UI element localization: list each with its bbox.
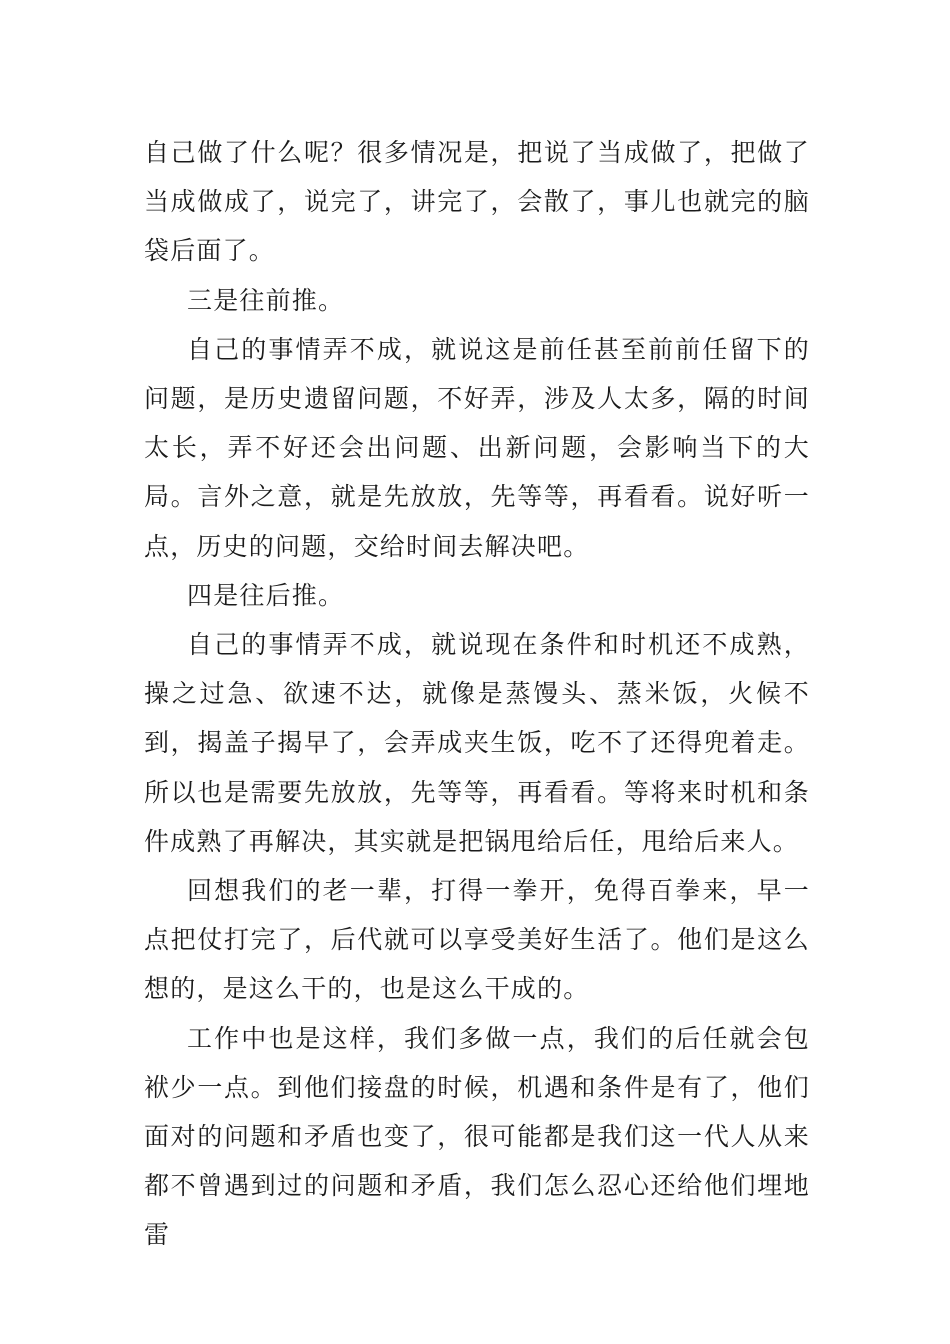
paragraph-heading-three: 三是往前推。 <box>187 285 345 315</box>
paragraph-work-successors: 工作中也是这样，我们多做一点，我们的后任就会包袱少一点。到他们接盘的时候，机遇和条件是有了，他们面对的问题和矛盾也变了，很可能都是我们这一代人从来都不曾遇到过的问题和矛盾，我们怎么忍心还给他们埋地雷 <box>144 1023 810 1250</box>
paragraph-push-forward: 自己的事情弄不成，就说这是前任甚至前前任留下的问题，是历史遗留问题，不好弄，涉及人太多，隔的时间太长，弄不好还会出问题、出新问题，会影响当下的大局。言外之意，就是先放放，先等等，再看看。说好听一点，历史的问题，交给时间去解决吧。 <box>144 334 810 561</box>
paragraph-older-generation: 回想我们的老一辈，打得一拳开，免得百拳来，早一点把仗打完了，后代就可以享受美好生活了。他们是这么想的，是这么干的，也是这么干成的。 <box>144 876 810 1004</box>
document-body <box>144 128 810 1260</box>
paragraph-heading-four: 四是往后推。 <box>187 580 345 610</box>
paragraph-push-back: 自己的事情弄不成，就说现在条件和时机还不成熟，操之过急、欲速不达，就像是蒸馒头、蒸米饭，火候不到，揭盖子揭早了，会弄成夹生饭，吃不了还得兜着走。所以也是需要先放放，先等等，再看看。等将来时机和条件成熟了再解决，其实就是把锅甩给后任，甩给后来人。 <box>144 630 810 856</box>
paragraph-continuation: 自己做了什么呢？很多情况是，把说了当成做了，把做了当成做成了，说完了，讲完了，会散了，事儿也就完的脑袋后面了。 <box>144 138 810 266</box>
